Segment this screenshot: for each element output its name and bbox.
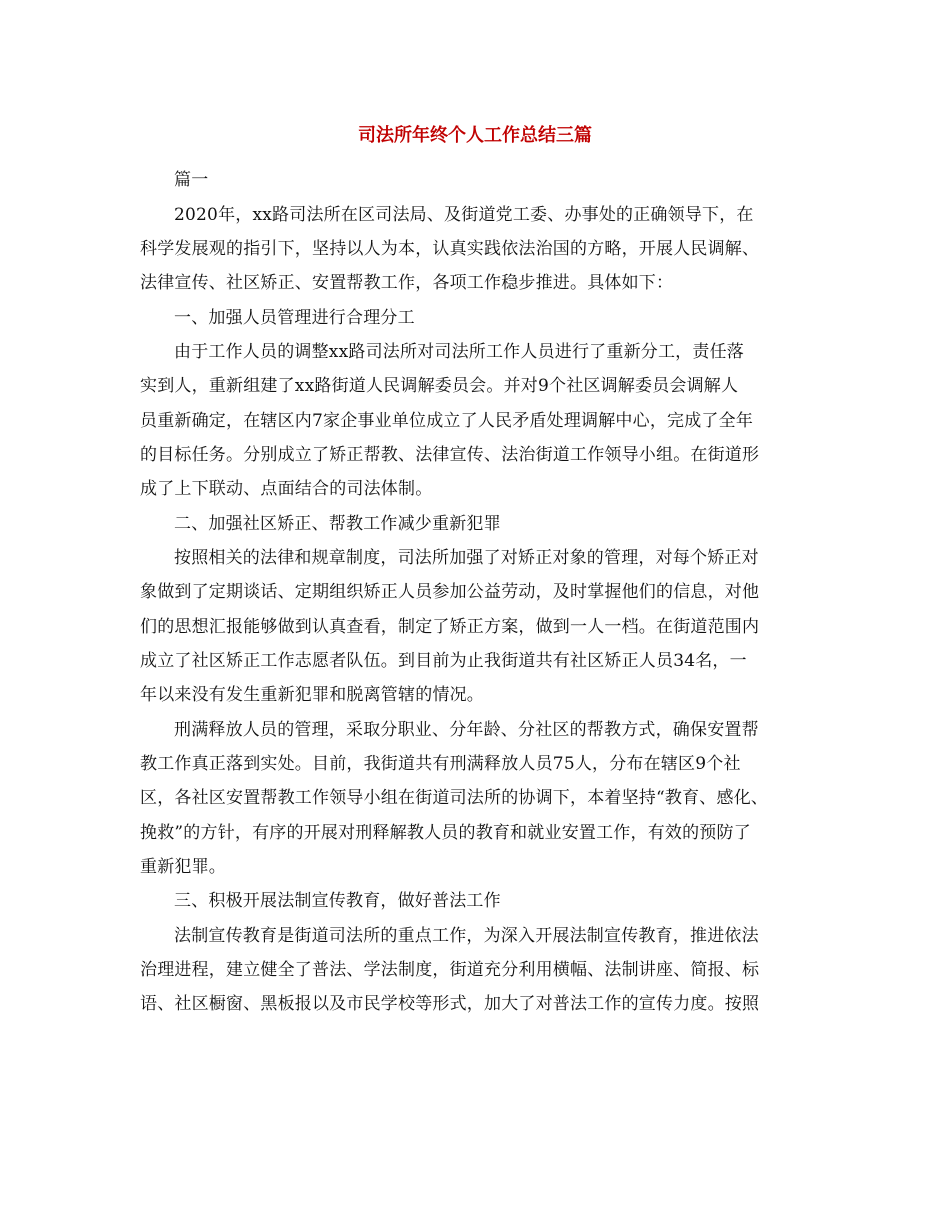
paragraph-line: 按照相关的法律和规章制度，司法所加强了对矫正对象的管理，对每个矫正对 bbox=[174, 548, 759, 568]
paragraph-line: 们的思想汇报能够做到认真查看，制定了矫正方案，做到一人一档。在街道范围内 bbox=[140, 617, 760, 637]
paragraph-line: 实到人，重新组建了xx路街道人民调解委员会。并对9个社区调解委员会调解人 bbox=[140, 376, 739, 396]
paragraph-line: 刑满释放人员的管理，采取分职业、分年龄、分社区的帮教方式，确保安置帮 bbox=[174, 720, 759, 740]
paragraph-line: 治理进程，建立健全了普法、学法制度，街道充分利用横幅、法制讲座、简报、标 bbox=[140, 960, 760, 980]
paragraph-line: 员重新确定，在辖区内7家企事业单位成立了人民矛盾处理调解中心，完成了全年 bbox=[140, 411, 754, 431]
paragraph-line: 成立了社区矫正工作志愿者队伍。到目前为止我街道共有社区矫正人员34名，一 bbox=[140, 651, 747, 671]
section-heading-1: 一、加强人员管理进行合理分工 bbox=[174, 308, 415, 328]
document-title: 司法所年终个人工作总结三篇 bbox=[358, 125, 592, 146]
paragraph-line: 象做到了定期谈话、定期组织矫正人员参加公益劳动，及时掌握他们的信息，对他 bbox=[140, 582, 760, 602]
paragraph-line: 语、社区橱窗、黑板报以及市民学校等形式，加大了对普法工作的宣传力度。按照 bbox=[140, 994, 760, 1014]
paragraph-line: 重新犯罪。 bbox=[140, 857, 226, 877]
heading-part-one: 篇一 bbox=[174, 170, 209, 190]
paragraph-line: 由于工作人员的调整xx路司法所对司法所工作人员进行了重新分工，责任落 bbox=[174, 342, 744, 362]
section-heading-3: 三、积极开展法制宣传教育，做好普法工作 bbox=[174, 891, 501, 911]
paragraph-line: 区，各社区安置帮教工作领导小组在街道司法所的协调下，本着坚持“教育、感化、 bbox=[140, 788, 769, 808]
paragraph-line: 年以来没有发生重新犯罪和脱离管辖的情况。 bbox=[140, 685, 484, 705]
paragraph-line: 法律宣传、社区矫正、安置帮教工作，各项工作稳步推进。具体如下： bbox=[140, 273, 674, 293]
paragraph-line: 科学发展观的指引下，坚持以人为本，认真实践依法治国的方略，开展人民调解、 bbox=[140, 239, 760, 259]
paragraph-line: 教工作真正落到实处。目前，我街道共有刑满释放人员75人，分布在辖区9个社 bbox=[140, 754, 741, 774]
paragraph-line: 成了上下联动、点面结合的司法体制。 bbox=[140, 479, 433, 499]
section-heading-2: 二、加强社区矫正、帮教工作减少重新犯罪 bbox=[174, 514, 501, 534]
paragraph-line: 挽救”的方针，有序的开展对刑释解教人员的教育和就业安置工作，有效的预防了 bbox=[140, 823, 751, 843]
paragraph-line: 法制宣传教育是街道司法所的重点工作，为深入开展法制宣传教育，推进依法 bbox=[174, 926, 759, 946]
paragraph-line: 的目标任务。分别成立了矫正帮教、法律宣传、法治街道工作领导小组。在街道形 bbox=[140, 445, 760, 465]
paragraph-line: 2020年，xx路司法所在区司法局、及街道党工委、办事处的正确领导下，在 bbox=[174, 205, 754, 225]
